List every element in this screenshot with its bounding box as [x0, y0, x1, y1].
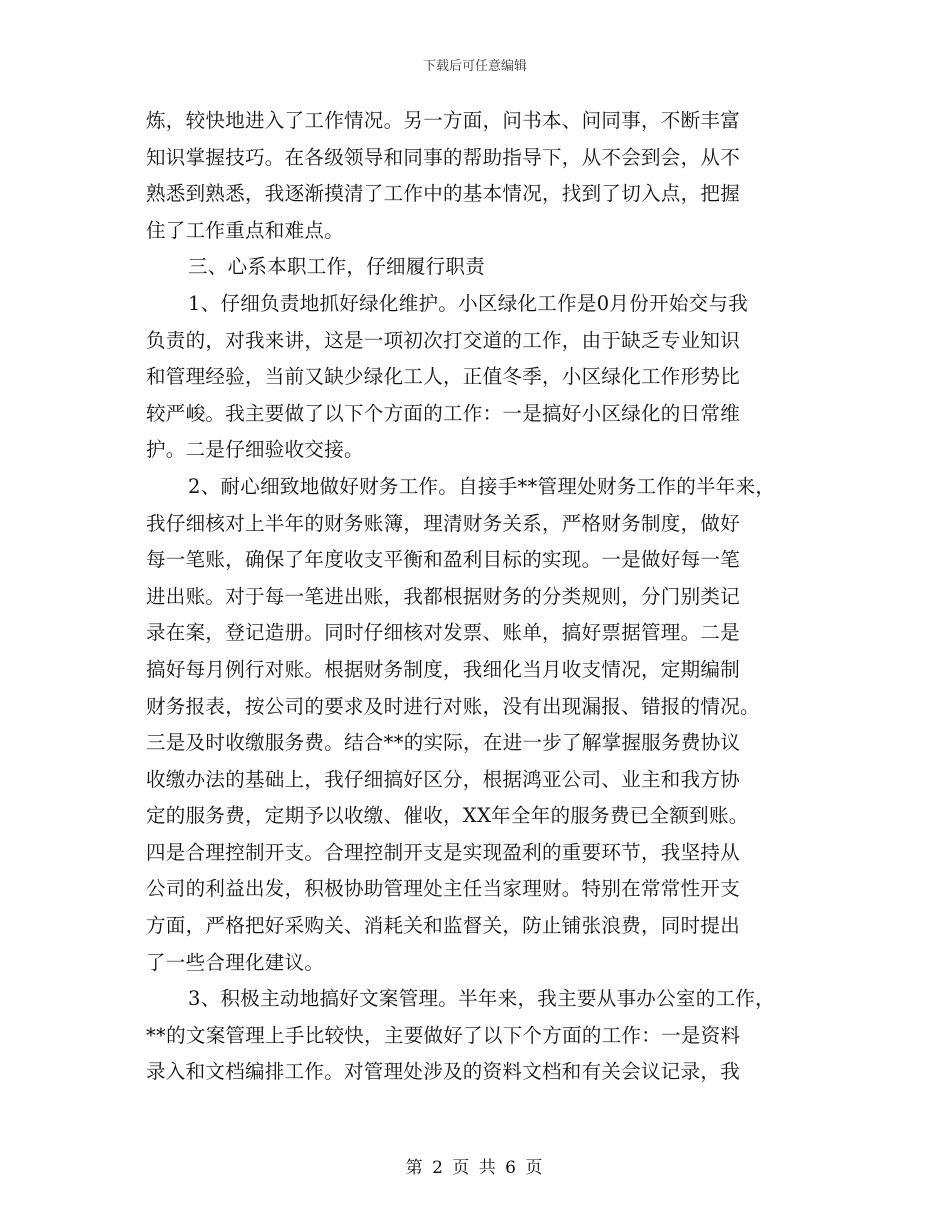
- text-line: 熟悉到熟悉，我逐渐摸清了工作中的基本情况，找到了切入点，把握: [146, 182, 741, 206]
- text-line: 收缴办法的基础上，我仔细搞好区分，根据鸿亚公司、业主和我方协: [146, 767, 741, 791]
- text-line: 财务报表，按公司的要求及时进行对账，没有出现漏报、错报的情况。: [146, 694, 760, 718]
- text-line: 和管理经验，当前又缺少绿化工人，正值冬季，小区绿化工作形势比: [146, 365, 741, 389]
- paragraph-start-line: 三、心系本职工作，仔细履行职责: [188, 255, 486, 279]
- text-line: 较严峻。我主要做了以下个方面的工作：一是搞好小区绿化的日常维: [146, 401, 741, 425]
- document-body: [146, 103, 816, 1091]
- text-line: 每一笔账，确保了年度收支平衡和盈利目标的实现。一是做好每一笔: [146, 548, 741, 572]
- page-number: 第 2 页 共 6 页: [405, 1158, 545, 1178]
- text-line: 公司的利益出发，积极协助管理处主任当家理财。特别在常常性开支: [146, 877, 741, 901]
- text-line: 定的服务费，定期予以收缴、催收，XX年全年的服务费已全额到账。: [146, 804, 749, 828]
- paragraph-start-line: 2、耐心细致地做好财务工作。自接手**管理处财务工作的半年来，: [188, 474, 776, 498]
- text-line: **的文案管理上手比较快，主要做好了以下个方面的工作：一是资料: [146, 1023, 741, 1047]
- text-line: 进出账。对于每一笔进出账，我都根据财务的分类规则，分门别类记: [146, 584, 741, 608]
- paragraph-start-line: 3、积极主动地搞好文案管理。半年来，我主要从事办公室的工作，: [188, 987, 775, 1011]
- text-line: 录入和文档编排工作。对管理处涉及的资料文档和有关会议记录，我: [146, 1060, 741, 1084]
- text-line: 负责的，对我来讲，这是一项初次打交道的工作，由于缺乏专业知识: [146, 328, 741, 352]
- text-line: 了一些合理化建议。: [146, 950, 325, 974]
- text-line: 三是及时收缴服务费。结合**的实际，在进一步了解掌握服务费协议: [146, 731, 741, 755]
- text-line: 方面，严格把好采购关、消耗关和监督关，防止铺张浪费，同时提出: [146, 914, 741, 938]
- text-line: 知识掌握技巧。在各级领导和同事的帮助指导下，从不会到会，从不: [146, 145, 741, 169]
- text-line: 住了工作重点和难点。: [146, 218, 345, 242]
- text-line: 录在案，登记造册。同时仔细核对发票、账单，搞好票据管理。二是: [146, 621, 741, 645]
- text-line: 四是合理控制开支。合理控制开支是实现盈利的重要环节，我坚持从: [146, 840, 741, 864]
- page-header: 下载后可任意编辑: [422, 59, 527, 74]
- text-line: 护。二是仔细验收交接。: [146, 438, 364, 462]
- text-line: 炼，较快地进入了工作情况。另一方面，问书本、问同事，不断丰富: [146, 109, 741, 132]
- text-line: 搞好每月例行对账。根据财务制度，我细化当月收支情况，定期编制: [146, 657, 741, 681]
- paragraph-start-line: 1、仔细负责地抓好绿化维护。小区绿化工作是0月份开始交与我: [188, 291, 749, 315]
- text-line: 我仔细核对上半年的财务账簿，理清财务关系，严格财务制度，做好: [146, 511, 741, 535]
